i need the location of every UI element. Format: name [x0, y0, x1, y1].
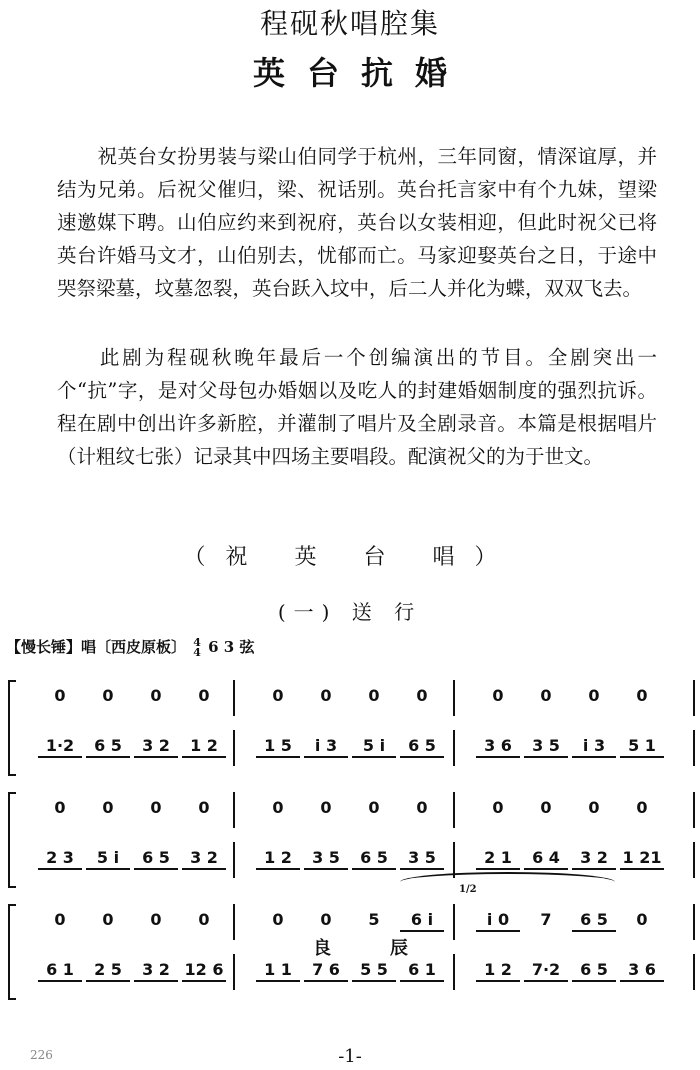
tempo-prefix: 【慢长锤】唱〔西皮原板〕 — [6, 638, 187, 656]
lyric-2: 辰 — [390, 938, 408, 959]
note-group: 6 1 — [38, 960, 82, 982]
barline — [233, 792, 235, 828]
note-group: 7 — [540, 910, 552, 929]
intro-paragraph-2: 此剧为程砚秋晚年最后一个创编演出的节目。全剧突出一个“抗”字，是对父母包办婚姻以及吃人的封建婚姻制度的强烈抗诉。程在剧中创出许多新腔，并灌制了唱片及全剧录音。本篇是根据唱片（计粗纹七张）记录其中四场主要唱段。配演祝父的为于世文。 — [57, 346, 657, 468]
barline — [693, 792, 695, 828]
note-group: 0 — [54, 798, 66, 817]
time-signature — [193, 638, 201, 658]
page-number: -1- — [338, 1046, 362, 1067]
system-bracket — [8, 680, 16, 776]
note-group: 5 i — [86, 848, 130, 870]
piece-title: 英台抗婚 — [252, 54, 469, 92]
note-group: 0 — [492, 686, 504, 705]
note-group: 3 2 — [182, 848, 226, 870]
note-group: 0 — [198, 798, 210, 817]
note-group: 0 — [588, 686, 600, 705]
note-group: 5 — [368, 910, 380, 929]
note-group: 0 — [198, 686, 210, 705]
note-group: 1 21 — [620, 848, 664, 870]
barline — [233, 842, 235, 878]
system-bracket — [8, 792, 16, 888]
barline — [693, 730, 695, 766]
note-group: 3 2 — [134, 960, 178, 982]
note-group: 0 — [150, 798, 162, 817]
note-group: 0 — [150, 686, 162, 705]
note-group: 0 — [416, 798, 428, 817]
note-group: 0 — [636, 686, 648, 705]
note-group: 6 1 — [400, 960, 444, 982]
barline — [693, 904, 695, 940]
time-top: 4 — [193, 636, 201, 649]
note-group: 7 6 — [304, 960, 348, 982]
note-group: 2 3 — [38, 848, 82, 870]
note-group: 0 — [54, 686, 66, 705]
barline — [453, 680, 455, 716]
tuning: 6 3 弦 — [208, 638, 255, 656]
note-group: 1 2 — [256, 848, 300, 870]
accompaniment-line — [28, 954, 698, 994]
system-bracket — [8, 904, 16, 1000]
time-bottom: 4 — [193, 646, 201, 659]
barline — [453, 954, 455, 990]
note-group: 6 5 — [572, 910, 616, 932]
vocal-line — [28, 792, 698, 832]
note-group: 0 — [320, 686, 332, 705]
barline — [453, 792, 455, 828]
grace-note: 1/2 — [459, 884, 477, 895]
barline — [693, 842, 695, 878]
vocal-line — [28, 680, 698, 720]
barline — [693, 954, 695, 990]
note-group: 2 5 — [86, 960, 130, 982]
note-group: 6 5 — [400, 736, 444, 758]
note-group: 0 — [150, 910, 162, 929]
scene-heading: (一) 送 行 — [277, 600, 423, 624]
barline — [693, 680, 695, 716]
note-group: 6 5 — [352, 848, 396, 870]
note-group: 0 — [320, 910, 332, 929]
note-group: 3 5 — [304, 848, 348, 870]
note-group: 0 — [102, 798, 114, 817]
note-group: 0 — [492, 798, 504, 817]
accompaniment-line — [28, 730, 698, 770]
note-group: 3 5 — [400, 848, 444, 870]
note-group: 0 — [272, 910, 284, 929]
tempo-marking — [6, 636, 254, 658]
note-group: 0 — [636, 798, 648, 817]
note-group: 0 — [272, 686, 284, 705]
lyric-1: 良 — [313, 938, 331, 959]
note-group: 0 — [272, 798, 284, 817]
note-group: 0 — [320, 798, 332, 817]
barline — [233, 954, 235, 990]
note-group: 3 6 — [476, 736, 520, 758]
vocal-line — [28, 904, 698, 944]
note-group: 0 — [368, 686, 380, 705]
note-group: 5 i — [352, 736, 396, 758]
barline — [233, 904, 235, 940]
barline — [453, 730, 455, 766]
note-group: 1 1 — [256, 960, 300, 982]
note-group: 0 — [588, 798, 600, 817]
note-group: 0 — [636, 910, 648, 929]
note-group: 6 i — [400, 910, 444, 932]
note-group: 7·2 — [524, 960, 568, 982]
corner-mark: 226 — [30, 1048, 53, 1062]
note-group: 1 2 — [476, 960, 520, 982]
slur-mark — [400, 872, 615, 892]
note-group: 0 — [540, 798, 552, 817]
note-group: 3 6 — [620, 960, 664, 982]
note-group: 6 5 — [86, 736, 130, 758]
singer-heading: （祝 英 台 唱） — [183, 545, 517, 570]
intro-paragraph-1: 祝英台女扮男装与梁山伯同学于杭州，三年同窗，情深谊厚，并结为兄弟。后祝父催归，梁、祝话别。英台托言家中有个九妹，望梁速邀媒下聘。山伯应约来到祝府，英台以女装相迎，但此时祝父已将英台许婚马文才，山伯别去，忧郁而亡。马家迎娶英台之日，于途中哭祭梁墓，坟墓忽裂，英台跃入坟中，后二人并化为蝶，双双飞去。 — [57, 145, 657, 300]
note-group: 6 5 — [572, 960, 616, 982]
note-group: 1·2 — [38, 736, 82, 758]
note-group: 0 — [198, 910, 210, 929]
note-group: i 0 — [476, 910, 520, 932]
note-group: 0 — [102, 910, 114, 929]
note-group: i 3 — [304, 736, 348, 758]
barline — [233, 680, 235, 716]
note-group: 3 2 — [134, 736, 178, 758]
note-group: 3 5 — [524, 736, 568, 758]
note-group: 12 6 — [182, 960, 226, 982]
note-group: 5 1 — [620, 736, 664, 758]
note-group: 0 — [416, 686, 428, 705]
note-group: 6 4 — [524, 848, 568, 870]
note-group: 0 — [54, 910, 66, 929]
barline — [453, 904, 455, 940]
note-group: 6 5 — [134, 848, 178, 870]
note-group: i 3 — [572, 736, 616, 758]
note-group: 0 — [540, 686, 552, 705]
barline — [233, 730, 235, 766]
note-group: 5 5 — [352, 960, 396, 982]
note-group: 2 1 — [476, 848, 520, 870]
note-group: 1 2 — [182, 736, 226, 758]
note-group: 3 2 — [572, 848, 616, 870]
note-group: 0 — [368, 798, 380, 817]
note-group: 1 5 — [256, 736, 300, 758]
note-group: 0 — [102, 686, 114, 705]
collection-title: 程砚秋唱腔集 — [259, 7, 440, 40]
